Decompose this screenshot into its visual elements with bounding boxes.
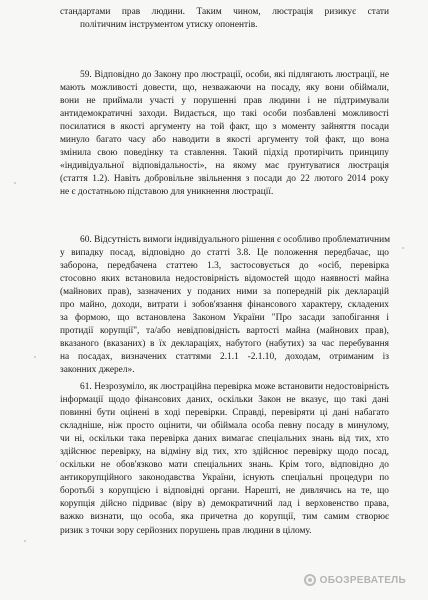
watermark-text: ОБОЗРЕВАТЕЛЬ: [319, 574, 406, 586]
text-line: 60. Відсутність вимоги індивідуального рішення є особливо проблематичним: [80, 235, 391, 245]
text-line: повинні бути оцінені в ході перевірки. Справді, перевіряти ці дані набагато: [60, 408, 389, 419]
paragraph-59: [60, 69, 389, 199]
text-line: (майнових прав), зазначених у поданих ними за попередній рік декларацій: [60, 287, 389, 298]
scan-speck: [56, 461, 57, 462]
text-line: минуло багато часу або наводити в якості аргументу той факт, що вона: [60, 135, 389, 146]
text-line: посилатися в якості аргументу на той факт, що з моменту зайняття посади: [60, 122, 389, 133]
text-line: про майно, доходи, витрати і зобов'язання фінансового характеру, складених: [60, 300, 389, 311]
scan-speck: [34, 356, 36, 358]
text-line: вони не приймали участі у порушенні прав людини і не підтримували: [60, 96, 389, 107]
paragraph-60: [60, 234, 389, 378]
text-line: інформації щодо фінансових даних, оскільки Закон не вказує, що такі дані: [60, 395, 389, 406]
text-line: ризик з точки зору серйозних порушень прав людини в цілому.: [60, 525, 312, 536]
text-line: важко визнати, що особа, яка причетна до корупції, тим самим створює: [60, 512, 389, 523]
text-line: у випадку посад, відповідно до статті 3.8. Це положення передбачає, що: [60, 248, 389, 259]
text-line: стандартами прав людини. Таким чином, люстрація ризикує стати: [60, 7, 389, 17]
text-line: заборона, передбачена статтею 1.3, застосовується до «осіб, перевірка: [60, 261, 389, 272]
text-line: корупція дійсно підриває (віру в) демократичний лад і верховенство права,: [60, 499, 389, 510]
text-line: антикорупційного законодавства України, існують спеціальні процедури по: [60, 473, 389, 484]
text-line: 61. Незрозуміло, як люстраційна перевірка може встановити недостовірність: [80, 382, 389, 392]
text-line: здійснює перевірку, на відміну від тих, хто здійснює перевірку щодо посад,: [60, 447, 389, 458]
text-line: за формою, що встановлена Законом України "Про засади запобігання і: [60, 313, 389, 324]
text-line: антидемократичні заходи. Видається, що такі особи позбавлені можливості: [60, 109, 389, 120]
obozrevatel-logo-icon: [304, 574, 316, 586]
text-line: стосовно яких встановила недостовірність відомостей щодо наявності майна: [60, 274, 389, 285]
text-line: складніше, ніж просто оцінити, чи обіймала особа певну посаду в минулому,: [60, 421, 389, 432]
text-line: протидії корупції", та/або невідповідність вартості майна (майнових прав),: [60, 326, 389, 337]
text-line: «індивідуальної відповідальності», на якому має ґрунтуватися люстрація: [60, 161, 389, 172]
paragraph-fragment-top: [60, 6, 389, 32]
text-line: оскільки не обов'язково мати спеціальних знань. Крім того, відповідно до: [60, 460, 389, 471]
text-line: політичним інструментом утиску опонентів.: [80, 20, 258, 31]
scan-speck: [402, 247, 404, 249]
text-line: (стаття 1.2). Навіть добровільне звільнення з посади до 22 лютого 2014 року: [60, 174, 389, 185]
text-line: законних джерел».: [60, 365, 135, 376]
text-line: мають можливості довести, що, незважаючи на посаду, яку вони обіймали,: [60, 83, 389, 94]
text-line: не є достатньою підставою для уникнення люстрації.: [60, 187, 274, 198]
text-line: боротьбі з корупцією і відповідні органи. Нарешті, не дивлячись на те, що: [60, 486, 389, 497]
watermark: [304, 574, 406, 586]
text-line: 59. Відповідно до Закону про люстрації, особи, які підлягають люстрації, не: [80, 70, 389, 80]
scan-speck: [24, 540, 26, 542]
text-line: вказаного (вказаних) в їх деклараціях, набутого (набутих) за час перебування: [60, 339, 389, 350]
paragraph-61: [60, 381, 389, 538]
text-line: змінила свою поведінку та ставлення. Такий підхід протирічить принципу: [60, 148, 389, 159]
text-line: на посадах, визначених статтями 2.1.1 -2.1.10, доходам, отриманим із: [60, 352, 389, 363]
text-line: чи ні, оскільки така перевірка даних вимагає спеціальних знань від тих, хто: [60, 434, 389, 445]
scan-speck: [14, 182, 16, 184]
